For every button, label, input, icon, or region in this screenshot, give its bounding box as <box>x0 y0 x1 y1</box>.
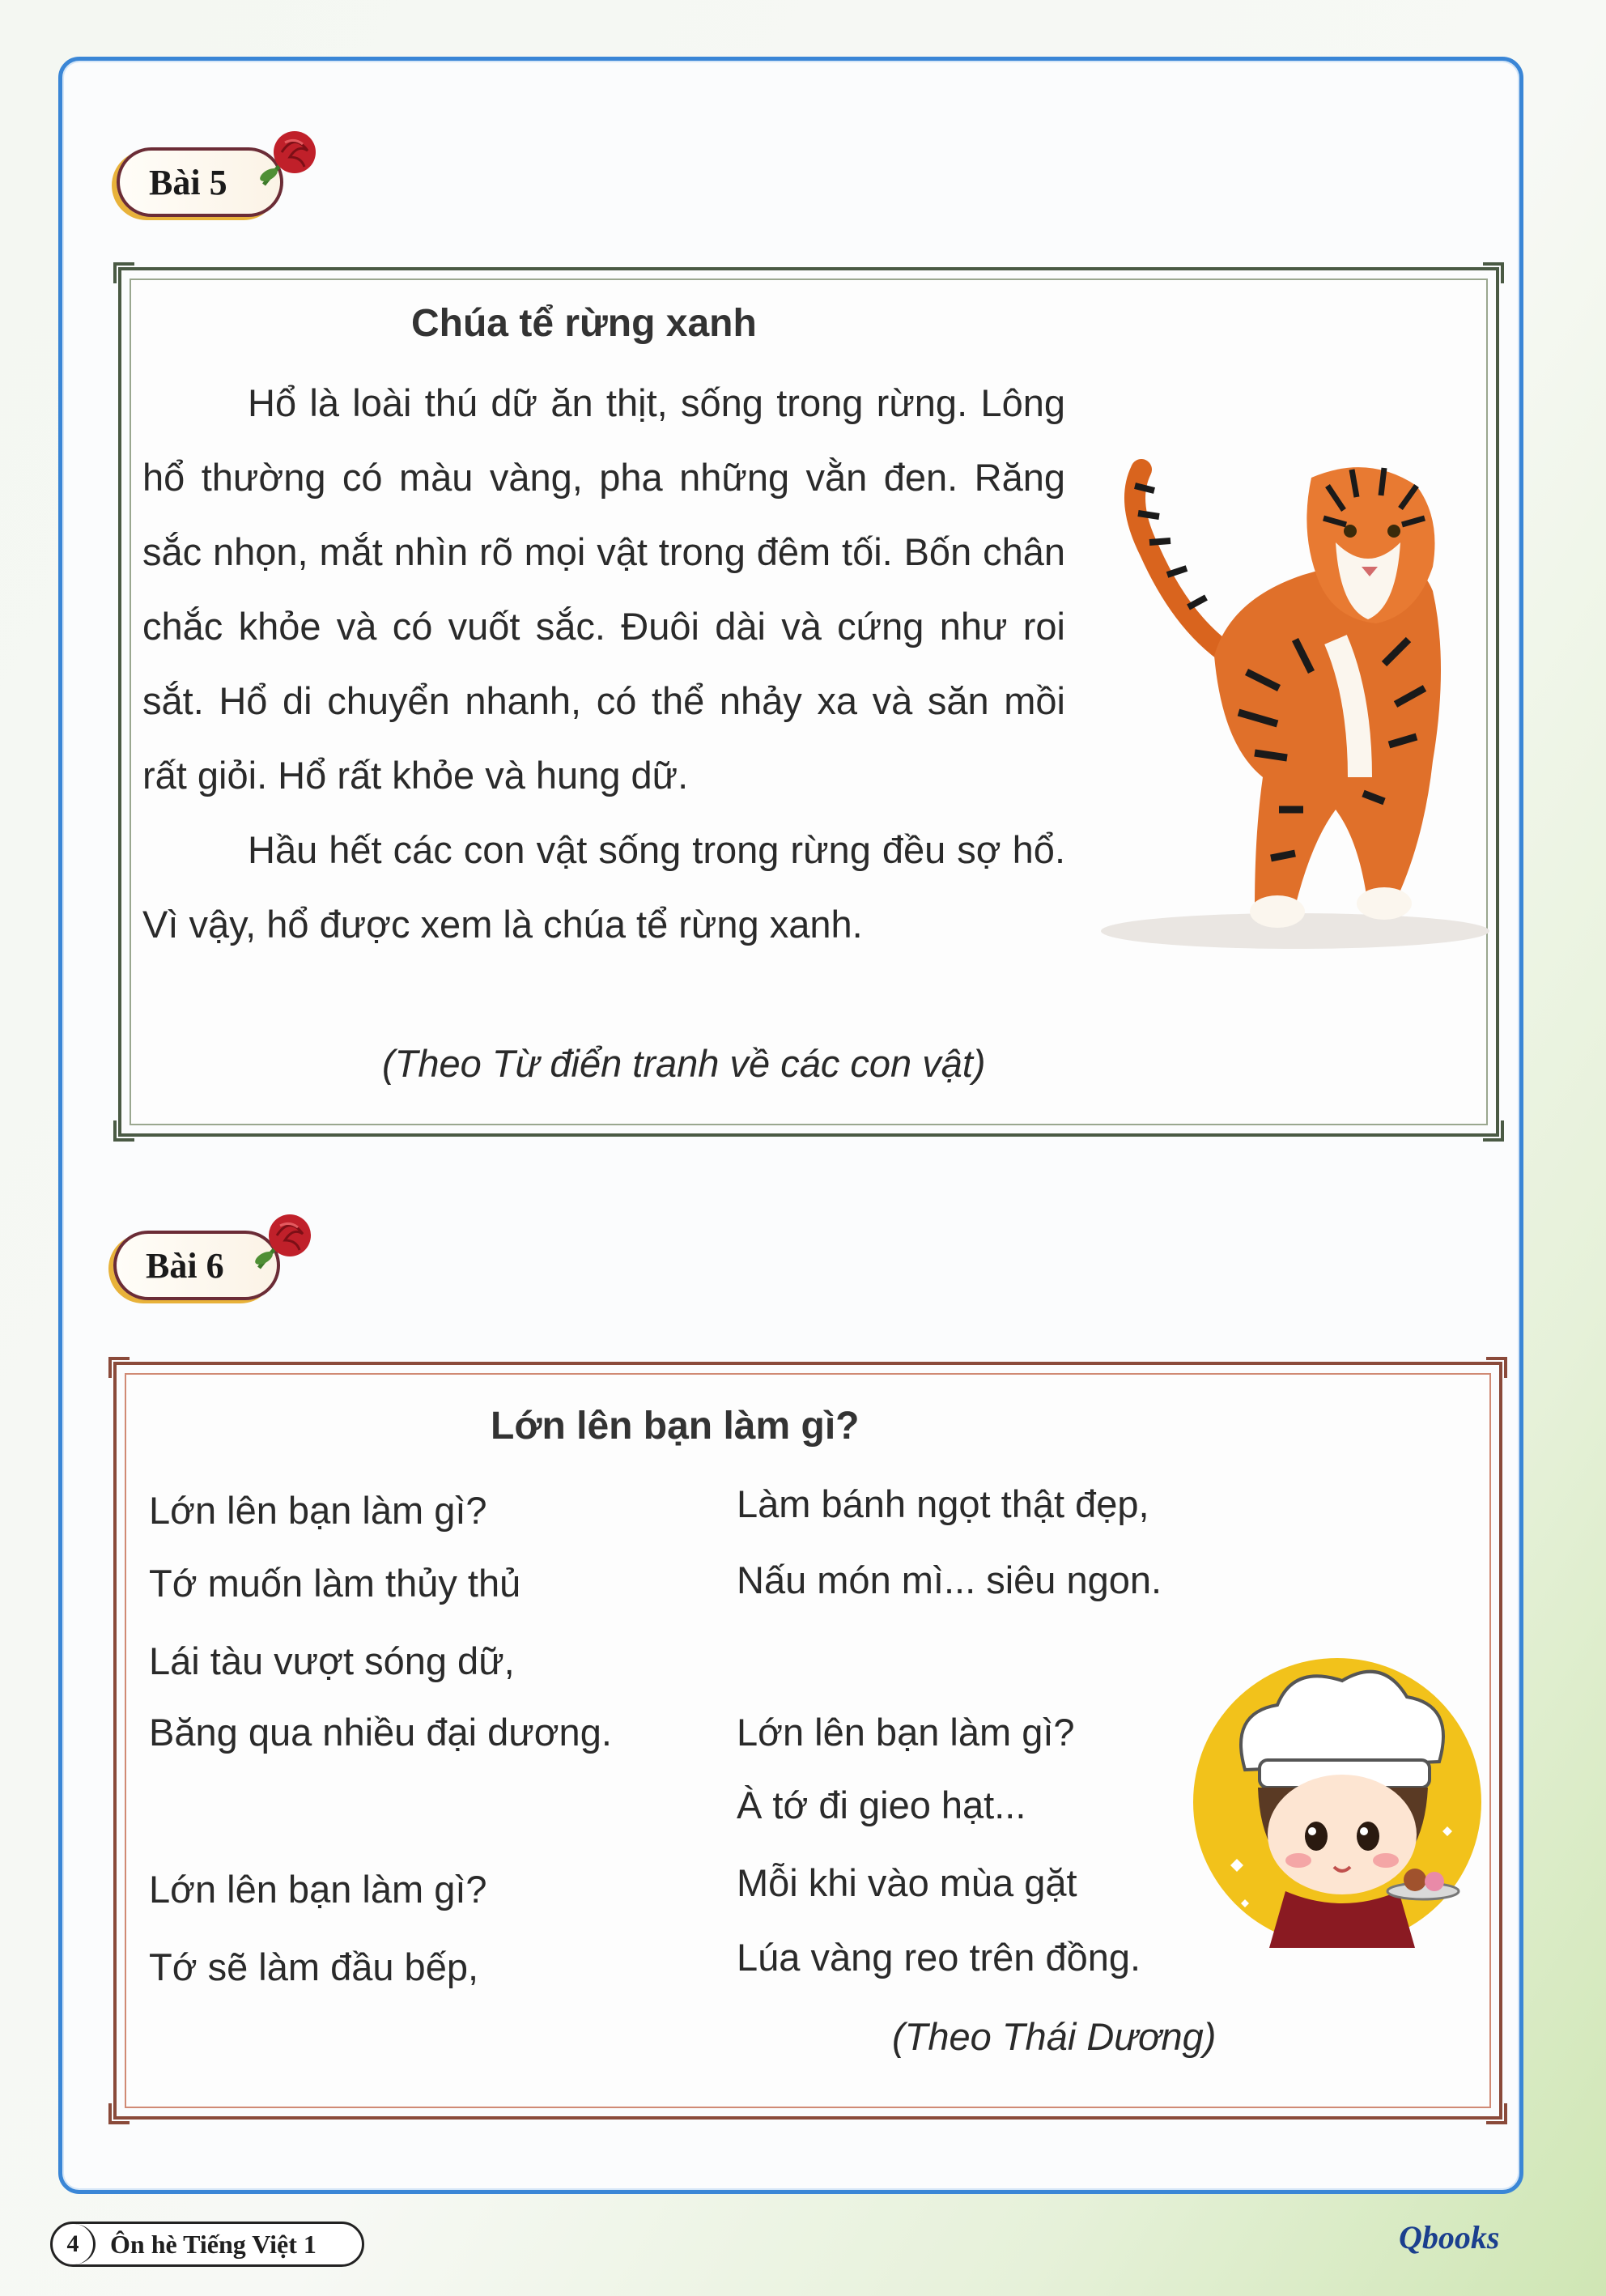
lesson5-paragraph: Hầu hết các con vật sống trong rừng đều sợ hổ. Vì vậy, hổ được xem là chúa tể rừng xanh. <box>142 828 1065 946</box>
lesson5-title: Chúa tể rừng xanh <box>411 302 757 345</box>
poem-line: Tớ muốn làm thủy thủ <box>149 1562 521 1605</box>
poem-line: Làm bánh ngọt thật đẹp, <box>737 1482 1149 1525</box>
corner-ornament <box>1486 1357 1507 1378</box>
rose-icon <box>253 1205 317 1278</box>
lesson6-source: (Theo Thái Dương) <box>892 2015 1217 2058</box>
publisher-logo: Qbooks <box>1399 2219 1500 2256</box>
page-number: 4 <box>53 2224 96 2264</box>
lesson5-paragraph: Hổ là loài thú dữ ăn thịt, sống trong rừng. Lông hổ thường có màu vàng, pha những vằn đen. Răng sắc nhọn, mắt nhìn rõ mọi vật trong đêm tối. Bốn chân chắc khỏe và có vuốt sắc. Đuôi dài và cứng như roi sắt. Hổ di chuyển nhanh, có thể nhảy xa và săn mồi rất giỏi. Hổ rất khỏe và hung dữ. <box>142 381 1065 797</box>
rose-icon <box>257 121 322 194</box>
lesson6-title: Lớn lên bạn làm gì? <box>491 1405 860 1448</box>
book-title: Ôn hè Tiếng Việt 1 <box>110 2229 317 2259</box>
poem-line: Mỗi khi vào mùa gặt <box>737 1861 1077 1904</box>
poem-line: À tớ đi gieo hạt... <box>737 1784 1026 1826</box>
lesson6-tag-label: Bài 6 <box>146 1245 224 1286</box>
corner-ornament <box>113 1120 134 1142</box>
poem-line: Lớn lên bạn làm gì? <box>737 1711 1075 1754</box>
poem-line: Nấu món mì... siêu ngon. <box>737 1558 1162 1601</box>
corner-ornament <box>1483 262 1504 283</box>
corner-ornament <box>108 1357 130 1378</box>
corner-ornament <box>1483 1120 1504 1142</box>
poem-line: Lớn lên bạn làm gì? <box>149 1489 487 1532</box>
poem-line: Lái tàu vượt sóng dữ, <box>149 1639 515 1682</box>
poem-line: Tớ sẽ làm đầu bếp, <box>149 1945 479 1988</box>
chef-girl-illustration <box>1180 1648 1496 1948</box>
corner-ornament <box>1486 2103 1507 2124</box>
tiger-illustration <box>1093 453 1498 963</box>
corner-ornament <box>113 262 134 283</box>
poem-line: Lớn lên bạn làm gì? <box>149 1868 487 1911</box>
poem-line: Lúa vàng reo trên đồng. <box>737 1936 1141 1979</box>
lesson5-source: (Theo Từ điển tranh về các con vật) <box>382 1042 986 1085</box>
poem-line: Băng qua nhiều đại dương. <box>149 1711 612 1754</box>
lesson5-tag-label: Bài 5 <box>149 162 227 202</box>
corner-ornament <box>108 2103 130 2124</box>
footer-book-tag <box>50 2222 364 2267</box>
lesson5-text <box>142 366 1065 962</box>
